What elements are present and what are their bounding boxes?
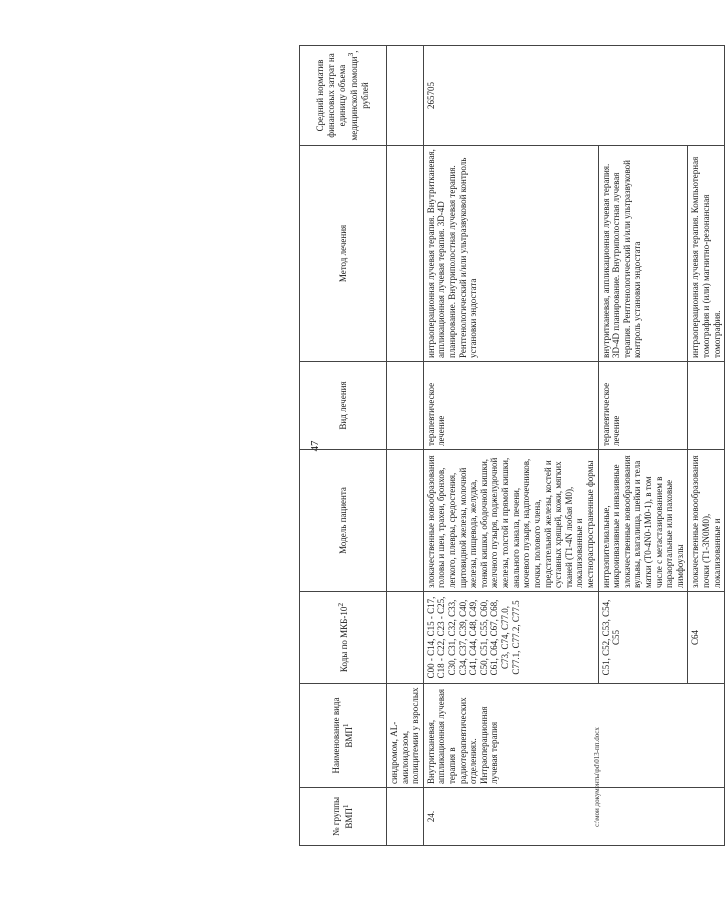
continuation-text: синдромом, AL-амилоидозом, полицитемии у взрослых xyxy=(387,684,424,788)
header-icd-codes: Коды по МКБ-$10^2$ xyxy=(300,592,387,684)
treatment-kind: терапевтическое лечение xyxy=(423,362,598,450)
group-number: 24. xyxy=(423,788,724,846)
treatment-kind: терапевтическое лечение xyxy=(598,362,688,450)
treatment-method: интраоперационная лучевая терапия. Компьютерная томография и (или) магнитно-резонансная томография. xyxy=(688,146,725,362)
patient-model: интраэпителиальные, микроинвазивные и инвазивные злокачественные новообразования вульвы, влагалища, шейки и тела матки (T0-4N0-1M0-1), в том числе с метастазированием в параортальные или паховые лимфоузлы xyxy=(598,450,688,592)
header-vmp-name: Наименование вида ВМП$^1$ xyxy=(300,684,387,788)
vmp-table xyxy=(299,45,725,846)
treatment-kind xyxy=(688,362,725,450)
header-patient-model: Модель пациента xyxy=(300,450,387,592)
icd-codes: C00 - C14, C15 - C17, C18 - C22, C23 - C25, C30, C31, C32, C33, C34, C37, C39, C40, C41, C44, C48, C49, C50, C51, C55, C60, C61, C64, C67, C68, C73, C74, C77.0, C77.1, C77.2, C77.5 xyxy=(423,592,598,684)
table-header-row xyxy=(300,46,387,846)
header-treatment-kind: Вид лечения xyxy=(300,362,387,450)
vmp-name: Внутритканевая, аппликационная лучевая терапия в радиотерапевтических отделениях. Интраоперационная лучевая терапия xyxy=(423,684,724,788)
document-footer-path: c:\мои документы\pd\013-пп.docx xyxy=(593,727,601,827)
table-row xyxy=(423,46,598,846)
page-number: 47 xyxy=(309,440,321,452)
header-cost-norm: Средний норматив финансовых затрат на единицу объема медицинской помощи$^3$, рублей xyxy=(300,46,387,146)
patient-model: злокачественные новообразования почки (T1-3N0M0), локализованные и xyxy=(688,450,725,592)
cost-norm-value: 265705 xyxy=(423,46,724,146)
header-group-number: № группы ВМП$^1$ xyxy=(300,788,387,846)
treatment-method: интраоперационная лучевая терапия. Внутритканевая, аппликационная лучевая терапия. 3D-4D планирование. Внутриполостная лучевая терапия. Рентгенологический и/или ультразвуковой контроль установки эндостата xyxy=(423,146,598,362)
header-treatment-method: Метод лечения xyxy=(300,146,387,362)
table-row-continuation xyxy=(387,46,424,846)
treatment-method: внутритканевая, аппликационная лучевая терапия. 3D-4D планирование. Внутриполостная лучевая терапия. Рентгенологический и/или ультразвуковой контроль установки эндостата xyxy=(598,146,688,362)
patient-model: злокачественные новообразования головы и шеи, трахеи, бронхов, легкого, плевры, средостения, щитовидной железы, молочной железы, пищевода, желудка, тонкой кишки, ободочной кишки, желчного пузыря, поджелудочной железы, толстой и прямой кишки, анального канала, печени, мочевого пузыря, надпочечников, почки, полового члена, предстательной железы, костей и суставных хрящей, кожи, мягких тканей (T1-4N любая M0), локализованные и местнораспространенные формы xyxy=(423,450,598,592)
icd-codes: C51, C52, C53, C54, C55 xyxy=(598,592,688,684)
icd-codes: C64 xyxy=(688,592,725,684)
